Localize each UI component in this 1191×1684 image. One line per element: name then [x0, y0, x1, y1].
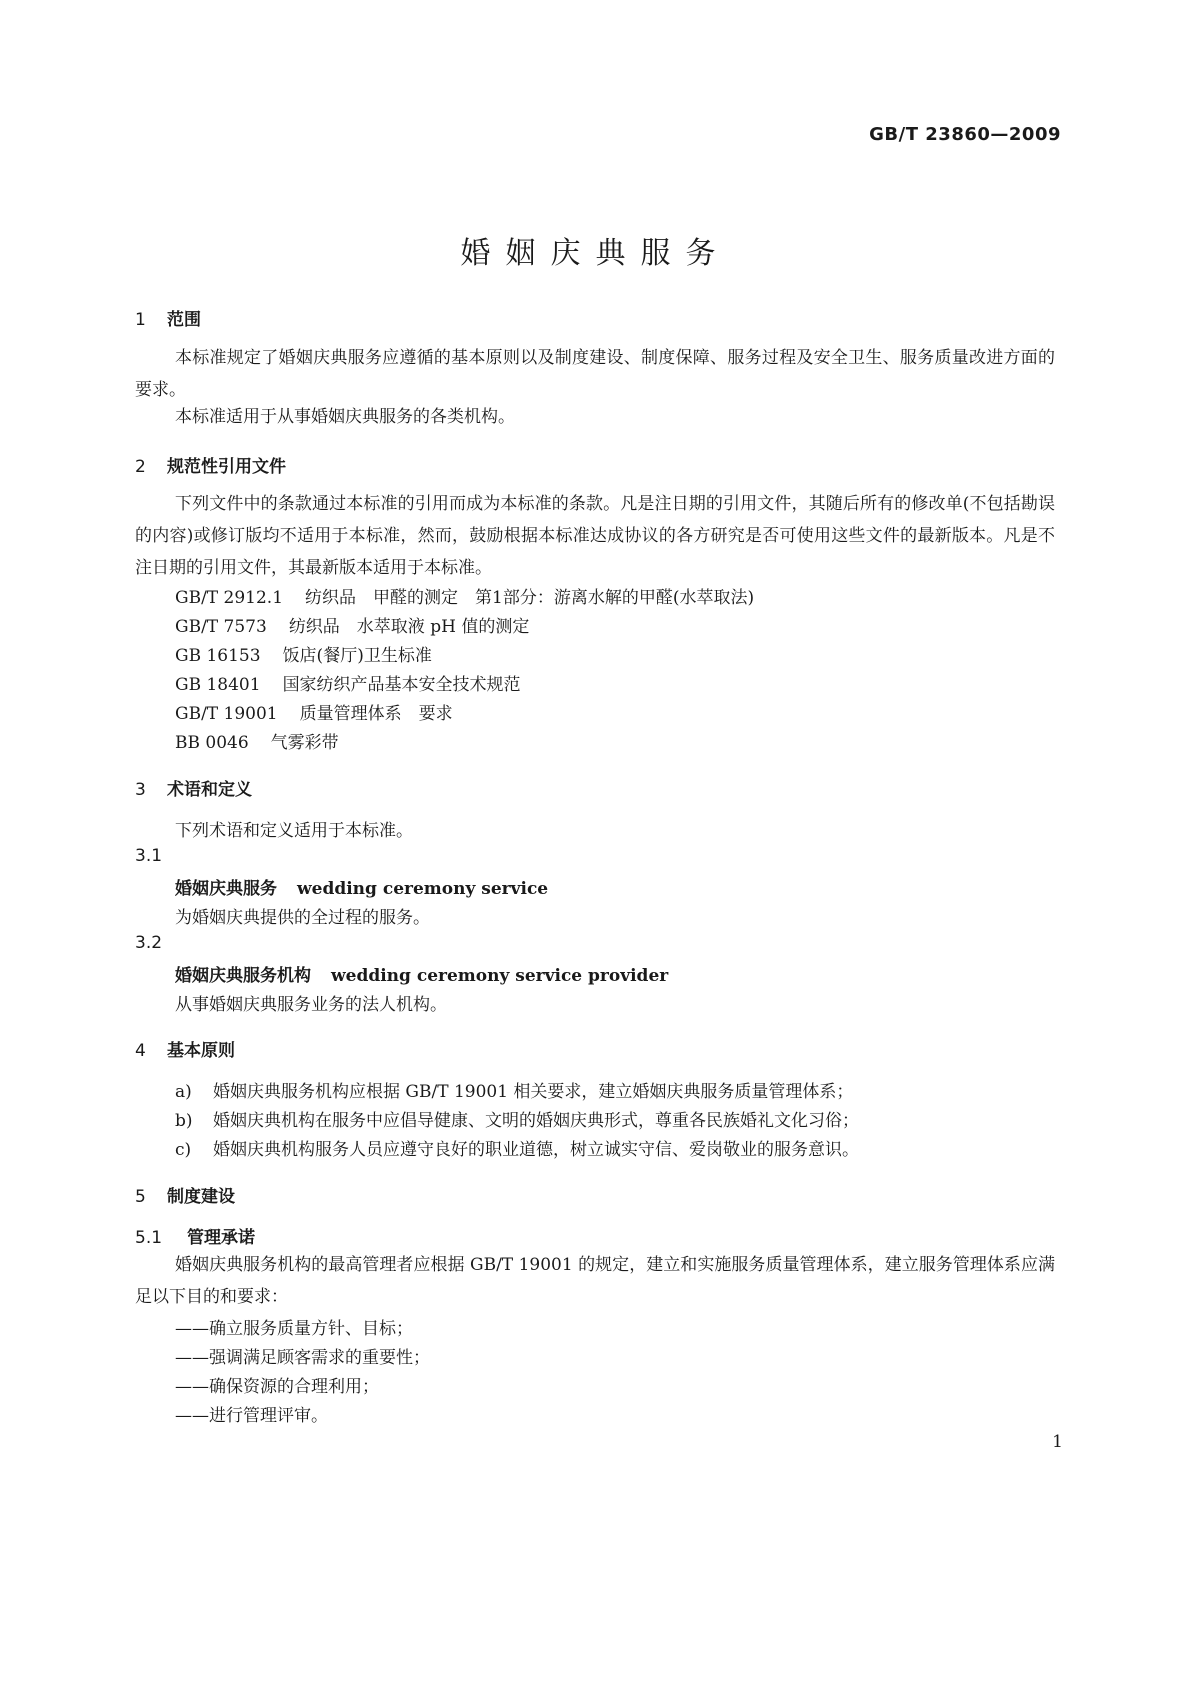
section-1-heading	[135, 305, 201, 330]
term-chinese: 婚姻庆典服务机构	[175, 966, 311, 986]
subsection-title: 管理承诺	[187, 1228, 255, 1248]
term-number: 3.2	[135, 933, 163, 953]
section-1-paragraph-1: 本标准规定了婚姻庆典服务应遵循的基本原则以及制度建设、制度保障、服务过程及安全卫生、服务质量改进方面的要求。	[135, 348, 1055, 400]
term-heading	[175, 874, 548, 899]
reference-code: GB/T 19001	[175, 704, 278, 724]
section-3-paragraph: 下列术语和定义适用于本标准。	[175, 821, 413, 841]
reference-code: GB 18401	[175, 675, 261, 695]
reference-code: BB 0046	[175, 733, 249, 753]
reference-item	[175, 583, 754, 608]
reference-code: GB/T 2912.1	[175, 588, 284, 608]
page-number: 1	[1052, 1432, 1063, 1452]
list-label: a)	[175, 1082, 192, 1102]
dash-item: ——确立服务质量方针、目标；	[175, 1319, 413, 1339]
list-text: 婚姻庆典机构服务人员应遵守良好的职业道德，树立诚实守信、爱岗敬业的服务意识。	[213, 1140, 859, 1160]
reference-item	[175, 670, 521, 695]
dash-item: ——强调满足顾客需求的重要性；	[175, 1348, 430, 1368]
reference-title: 纺织品 甲醛的测定 第1部分：游离水解的甲醛(水萃取法)	[305, 588, 755, 608]
reference-title: 饭店(餐厅)卫生标准	[282, 646, 432, 666]
section-title: 规范性引用文件	[167, 457, 286, 477]
dash-item: ——进行管理评审。	[175, 1406, 328, 1426]
term-chinese: 婚姻庆典服务	[175, 879, 277, 899]
section-title: 制度建设	[167, 1187, 235, 1207]
section-2-paragraph: 下列文件中的条款通过本标准的引用而成为本标准的条款。凡是注日期的引用文件，其随后所有的修改单(不包括勘误的内容)或修订版均不适用于本标准，然而，鼓励根据本标准达成协议的各方研究是否可使用这些文件的最新版本。凡是不注日期的引用文件，其最新版本适用于本标准。	[135, 494, 1055, 578]
section-number: 4	[135, 1041, 146, 1061]
reference-title: 气雾彩带	[270, 733, 339, 753]
section-number: 5	[135, 1187, 146, 1207]
subsection-5-1-heading	[135, 1223, 255, 1248]
list-item	[175, 1135, 859, 1160]
term-heading	[175, 961, 668, 986]
section-number: 1	[135, 310, 146, 330]
section-4-heading	[135, 1036, 235, 1061]
subsection-number: 5.1	[135, 1228, 163, 1248]
list-text: 婚姻庆典机构在服务中应倡导健康、文明的婚姻庆典形式，尊重各民族婚礼文化习俗；	[213, 1111, 859, 1131]
section-number: 2	[135, 457, 146, 477]
subsection-5-1-paragraph: 婚姻庆典服务机构的最高管理者应根据 GB/T 19001 的规定，建立和实施服务质量管理体系，建立服务管理体系应满足以下目的和要求：	[135, 1255, 1055, 1307]
section-number: 3	[135, 780, 146, 800]
reference-item	[175, 699, 453, 724]
list-label: c)	[175, 1140, 192, 1160]
reference-title: 纺织品 水萃取液 pH 值的测定	[288, 617, 530, 637]
section-2-heading	[135, 452, 286, 477]
reference-code: GB 16153	[175, 646, 261, 666]
section-title: 术语和定义	[167, 780, 252, 800]
section-1-paragraph-2: 本标准适用于从事婚姻庆典服务的各类机构。	[175, 407, 515, 427]
section-title: 基本原则	[167, 1041, 235, 1061]
reference-title: 质量管理体系 要求	[299, 704, 453, 724]
reference-code: GB/T 7573	[175, 617, 267, 637]
term-definition: 为婚姻庆典提供的全过程的服务。	[175, 908, 430, 928]
section-title: 范围	[167, 310, 201, 330]
dash-item: ——确保资源的合理利用；	[175, 1377, 379, 1397]
reference-item	[175, 641, 432, 666]
list-label: b)	[175, 1111, 193, 1131]
reference-item	[175, 728, 339, 753]
term-number: 3.1	[135, 846, 163, 866]
term-english: wedding ceremony service provider	[331, 966, 669, 986]
list-item	[175, 1106, 859, 1131]
reference-title: 国家纺织产品基本安全技术规范	[282, 675, 521, 695]
section-3-heading	[135, 775, 252, 800]
reference-item	[175, 612, 529, 637]
list-text: 婚姻庆典服务机构应根据 GB/T 19001 相关要求，建立婚姻庆典服务质量管理体系；	[213, 1082, 854, 1102]
list-item	[175, 1077, 853, 1102]
section-5-heading	[135, 1182, 235, 1207]
term-definition: 从事婚姻庆典服务业务的法人机构。	[175, 995, 447, 1015]
term-english: wedding ceremony service	[297, 879, 549, 899]
standard-code: GB/T 23860—2009	[869, 124, 1061, 145]
document-title: 婚姻庆典服务	[460, 236, 731, 271]
